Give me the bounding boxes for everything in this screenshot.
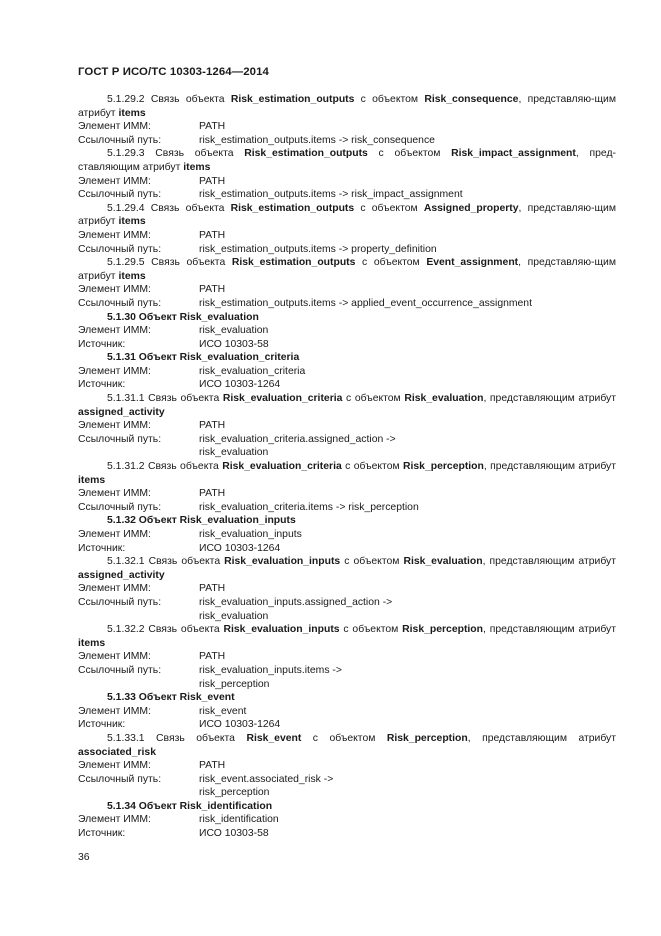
mapping-value: PATH	[199, 583, 226, 595]
mapping-value: risk_estimation_outputs.items -> risk_impact_assignment	[199, 189, 463, 201]
mapping-label: Ссылочный путь:	[78, 664, 162, 676]
clause-text: с объектом	[340, 556, 404, 568]
mapping-label: Источник:	[78, 379, 126, 391]
entity-name: Risk_perception	[386, 732, 468, 744]
mapping-row	[78, 324, 616, 338]
mapping-row	[78, 650, 616, 664]
clause-paragraph	[78, 256, 616, 283]
clause-text: с объектом	[354, 202, 424, 214]
clause-text: , представляющим атрибут	[482, 556, 616, 568]
mapping-row	[78, 664, 616, 678]
document-header: ГОСТ Р ИСО/ТС 10303-1264—2014	[78, 66, 269, 78]
document-body	[78, 93, 616, 841]
mapping-row	[78, 582, 616, 596]
mapping-value: PATH	[199, 760, 226, 772]
mapping-value: PATH	[199, 229, 226, 241]
mapping-value: risk_evaluation_criteria.items -> risk_perception	[199, 501, 419, 513]
entity-name: associated_risk	[78, 746, 156, 758]
mapping-value: PATH	[199, 488, 226, 500]
mapping-row	[78, 297, 616, 311]
mapping-row	[78, 813, 616, 827]
mapping-row	[78, 487, 616, 501]
entity-name: items	[118, 270, 146, 282]
clause-paragraph	[78, 460, 616, 487]
mapping-label: Ссылочный путь:	[78, 433, 162, 445]
mapping-row	[78, 419, 616, 433]
mapping-value: PATH	[199, 651, 226, 663]
entity-name: Risk_evaluation	[403, 556, 483, 568]
mapping-label: Элемент ИММ:	[78, 583, 151, 595]
section-heading: 5.1.30 Объект Risk_evaluation	[107, 311, 259, 323]
mapping-row	[78, 175, 616, 189]
mapping-row	[78, 188, 616, 202]
entity-name: Risk_evaluation_criteria	[222, 461, 342, 473]
clause-paragraph	[78, 202, 616, 229]
mapping-label: Элемент ИММ:	[78, 760, 151, 772]
mapping-value: risk_event.associated_risk ->	[199, 773, 334, 785]
clause-paragraph	[78, 623, 616, 650]
mapping-value: risk_evaluation_criteria	[199, 365, 306, 377]
mapping-row	[78, 827, 616, 841]
mapping-row	[78, 229, 616, 243]
mapping-label: Элемент ИММ:	[78, 529, 151, 540]
clause-text: 5.1.33.1 Связь объекта	[107, 732, 247, 744]
mapping-row	[78, 705, 616, 719]
mapping-value: ИСО 10303-1264	[199, 379, 281, 391]
entity-name: Risk_estimation_outputs	[230, 94, 355, 105]
clause-text: с объектом	[367, 148, 452, 160]
clause-paragraph	[78, 732, 616, 759]
entity-name: Risk_event	[246, 732, 302, 744]
mapping-label: Элемент ИММ:	[78, 488, 151, 500]
mapping-row	[78, 433, 616, 447]
clause-text: с объектом	[341, 461, 404, 473]
mapping-label: Элемент ИММ:	[78, 175, 151, 187]
mapping-label: Ссылочный путь:	[78, 297, 162, 309]
section-heading: 5.1.31 Объект Risk_evaluation_criteria	[107, 352, 300, 364]
mapping-row	[78, 596, 616, 610]
clause-text: , представляю-щим атрибут	[78, 257, 616, 282]
mapping-label: Элемент ИММ:	[78, 420, 151, 432]
mapping-value: PATH	[199, 175, 226, 187]
entity-name: assigned_activity	[78, 406, 165, 418]
mapping-label: Ссылочный путь:	[78, 243, 162, 255]
clause-text: 5.1.31.2 Связь объекта	[107, 461, 223, 473]
mapping-label: Ссылочный путь:	[78, 501, 162, 513]
clause-text: , представляющим атрибут	[483, 624, 617, 636]
mapping-value: risk_estimation_outputs.items -> applied_event_occurrence_assignment	[199, 297, 532, 309]
mapping-value: ИСО 10303-58	[199, 828, 269, 840]
mapping-label: Элемент ИММ:	[78, 365, 151, 377]
clause-text: , представляю-щим атрибут	[78, 94, 616, 119]
clause-text: , представляющим атрибут	[483, 461, 616, 473]
mapping-row	[78, 718, 616, 732]
mapping-label: Элемент ИММ:	[78, 651, 151, 663]
mapping-row	[78, 501, 616, 515]
clause-text: с объектом	[342, 393, 405, 405]
entity-name: Risk_impact_assignment	[451, 148, 576, 160]
mapping-value: ИСО 10303-58	[199, 338, 269, 350]
mapping-label: Источник:	[78, 338, 126, 350]
mapping-row	[78, 338, 616, 352]
mapping-row	[78, 120, 616, 134]
entity-name: items	[118, 107, 146, 119]
entity-name: Risk_consequence	[424, 94, 519, 105]
mapping-label: Элемент ИММ:	[78, 325, 151, 337]
mapping-value: risk_evaluation	[199, 325, 269, 337]
entity-name: Risk_perception	[403, 461, 484, 473]
clause-text: 5.1.29.2 Связь объекта	[107, 94, 231, 105]
mapping-label: Элемент ИММ:	[78, 705, 151, 717]
clause-text: с объектом	[301, 732, 387, 744]
clause-text: 5.1.29.5 Связь объекта	[107, 257, 232, 269]
mapping-value: risk_evaluation_inputs	[199, 529, 302, 540]
clause-text: , пред-ставляющим атрибут	[78, 148, 616, 173]
mapping-value-continuation: risk_evaluation	[199, 610, 269, 622]
mapping-row	[78, 542, 616, 556]
mapping-value: risk_estimation_outputs.items -> risk_consequence	[199, 134, 435, 146]
entity-name: items	[78, 637, 106, 649]
mapping-label: Источник:	[78, 828, 126, 840]
section-heading: 5.1.32 Объект Risk_evaluation_inputs	[107, 515, 296, 527]
mapping-value: PATH	[199, 284, 226, 296]
mapping-label: Элемент ИММ:	[78, 229, 151, 241]
clause-text: 5.1.29.4 Связь объекта	[107, 202, 231, 214]
mapping-value: ИСО 10303-1264	[199, 542, 281, 554]
clause-text: , представляю-щим атрибут	[78, 202, 616, 228]
clause-text: с объектом	[339, 624, 403, 636]
entity-name: Risk_evaluation_criteria	[222, 393, 343, 405]
clause-paragraph	[78, 555, 616, 582]
clause-text: с объектом	[355, 257, 427, 269]
entity-name: Event_assignment	[426, 257, 519, 269]
entity-name: Risk_estimation_outputs	[231, 257, 356, 269]
mapping-value-continuation: risk_perception	[199, 787, 270, 799]
mapping-value: PATH	[199, 121, 226, 133]
entity-name: Risk_estimation_outputs	[244, 148, 368, 160]
mapping-label: Источник:	[78, 542, 126, 554]
clause-text: 5.1.29.3 Связь объекта	[107, 148, 245, 160]
mapping-label: Элемент ИММ:	[78, 814, 151, 826]
mapping-row	[78, 378, 616, 392]
mapping-row	[78, 243, 616, 257]
clause-paragraph	[78, 147, 616, 174]
mapping-value: ИСО 10303-1264	[199, 719, 281, 731]
entity-name: items	[183, 161, 211, 173]
mapping-value-continuation: risk_evaluation	[199, 447, 269, 459]
page-number: 36	[78, 852, 90, 863]
entity-name: Risk_perception	[402, 624, 483, 636]
mapping-label: Элемент ИММ:	[78, 121, 151, 133]
clause-text: 5.1.31.1 Связь объекта	[107, 393, 223, 405]
section-heading: 5.1.34 Объект Risk_identification	[107, 800, 273, 812]
clause-text: , представляющим атрибут	[467, 732, 617, 744]
mapping-value: risk_evaluation_criteria.assigned_action ->	[199, 433, 396, 445]
clause-paragraph	[78, 93, 616, 120]
entity-name: Risk_evaluation	[404, 393, 484, 405]
mapping-value-continuation: risk_perception	[199, 678, 270, 690]
entity-name: Assigned_property	[423, 202, 519, 214]
mapping-value: risk_identification	[199, 814, 279, 826]
mapping-label: Ссылочный путь:	[78, 189, 162, 201]
section-heading: 5.1.33 Объект Risk_event	[107, 692, 235, 704]
mapping-label: Ссылочный путь:	[78, 596, 162, 608]
mapping-row	[78, 365, 616, 379]
mapping-value: PATH	[199, 420, 226, 432]
mapping-value: risk_estimation_outputs.items -> property_definition	[199, 243, 437, 255]
mapping-row	[78, 528, 616, 542]
clause-text: 5.1.32.2 Связь объекта	[107, 624, 224, 636]
entity-name: items	[118, 216, 146, 228]
mapping-row	[78, 283, 616, 297]
entity-name: assigned_activity	[78, 569, 165, 581]
mapping-label: Ссылочный путь:	[78, 773, 162, 785]
mapping-value: risk_evaluation_inputs.items ->	[199, 664, 342, 676]
mapping-label: Ссылочный путь:	[78, 134, 162, 146]
clause-text: с объектом	[354, 94, 425, 105]
mapping-value: risk_event	[199, 705, 247, 717]
clause-text: , представляющим атрибут	[483, 393, 617, 405]
mapping-row	[78, 773, 616, 787]
clause-paragraph	[78, 392, 616, 419]
entity-name: Risk_evaluation_inputs	[223, 624, 340, 636]
mapping-label: Источник:	[78, 719, 126, 731]
mapping-value: risk_evaluation_inputs.assigned_action ->	[199, 596, 393, 608]
mapping-row	[78, 134, 616, 148]
entity-name: Risk_estimation_outputs	[230, 202, 355, 214]
clause-text: 5.1.32.1 Связь объекта	[107, 556, 225, 568]
entity-name: Risk_evaluation_inputs	[224, 556, 341, 568]
entity-name: items	[78, 474, 106, 486]
mapping-label: Элемент ИММ:	[78, 284, 151, 296]
mapping-row	[78, 759, 616, 773]
